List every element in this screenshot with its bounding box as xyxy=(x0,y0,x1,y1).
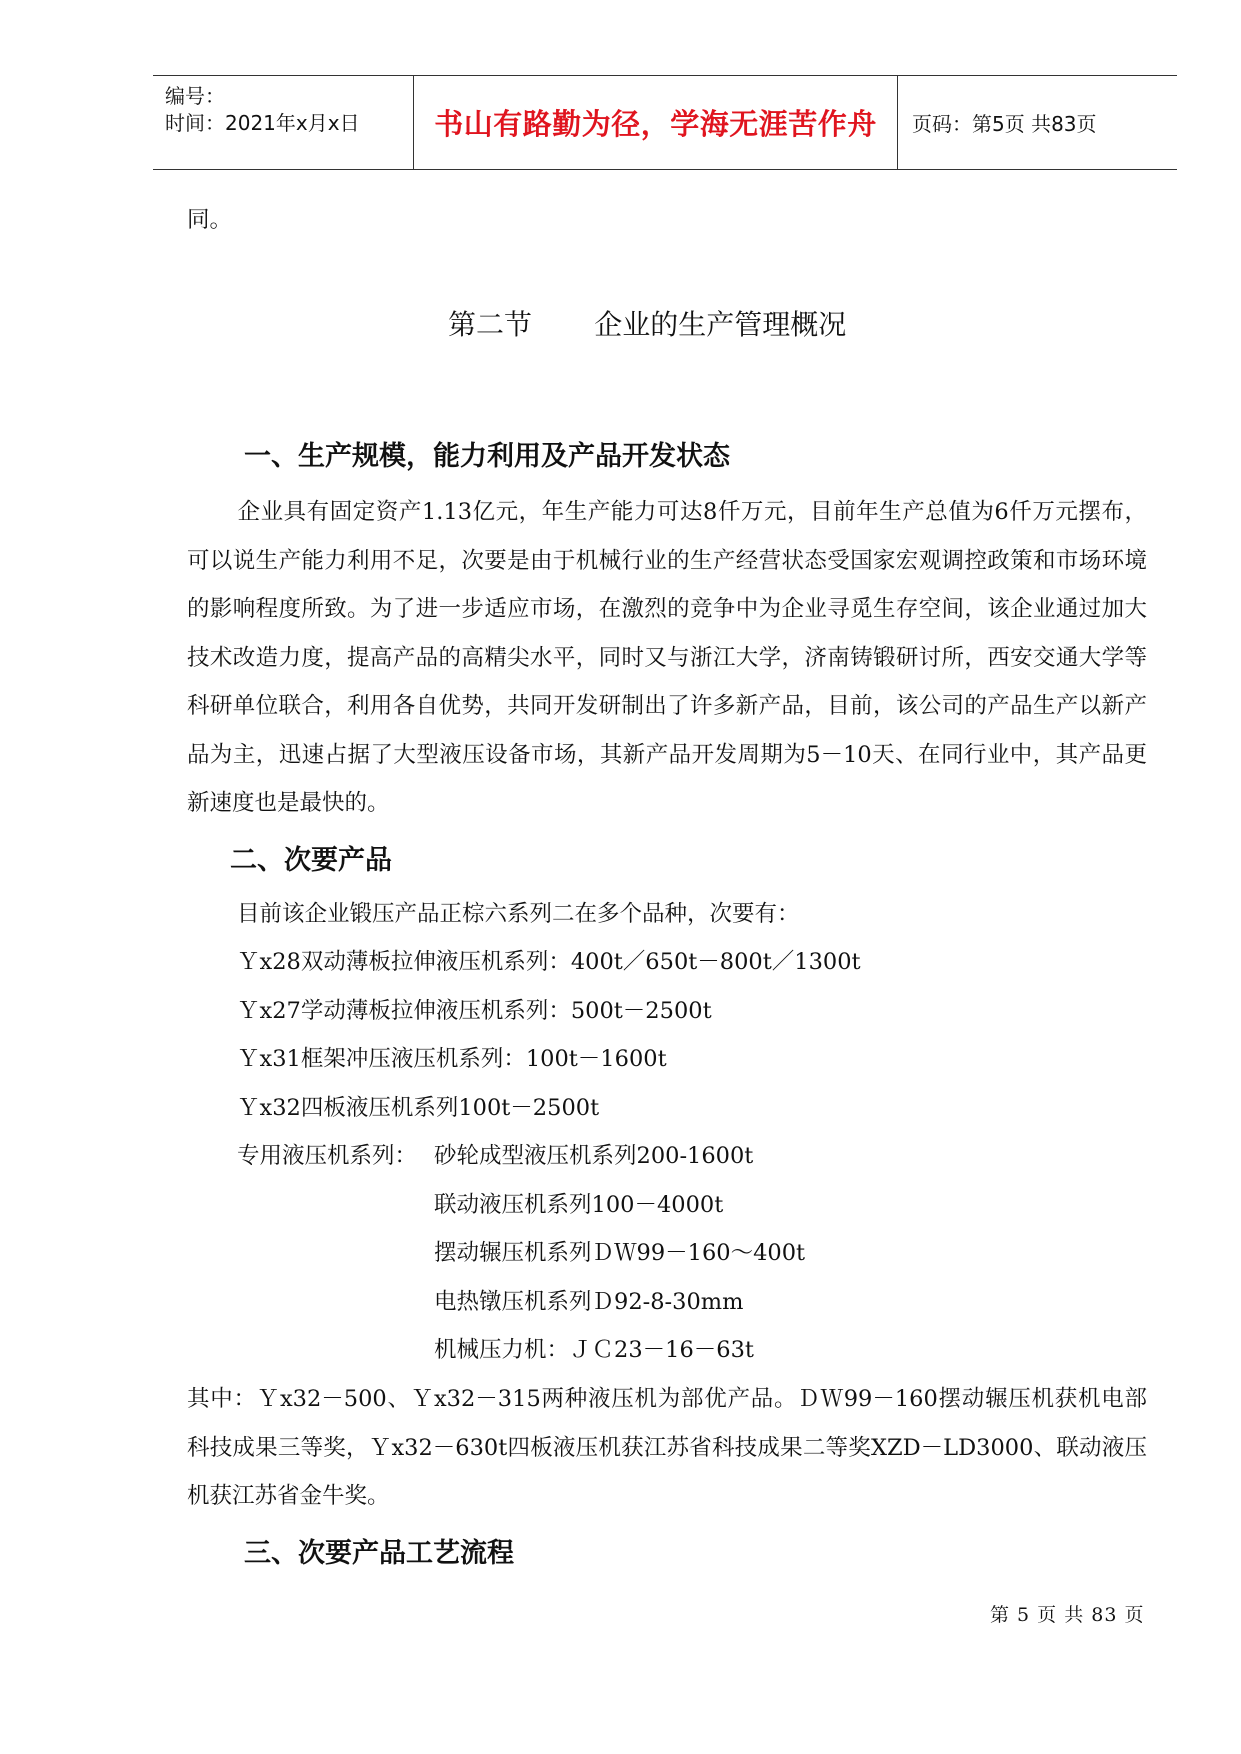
header-time: 时间：2021年x月x日 xyxy=(165,111,360,135)
carry-over-text: 同。 xyxy=(187,207,233,233)
paragraph-production-text: 企业具有固定资产1.13亿元，年生产能力可达8仟万元，目前年生产总值为6仟万元摆布，可以说生产能力利用不足，次要是由于机械行业的生产经营状态受国家宏观调控政策和市场环境的影响程度所致。为了进一步适应市场，在激烈的竞争中为企业寻觅生存空间，该企业通过加大技术改造力度，提高产品的高精尖水平，同时又与浙江大学，济南铸锻研讨所，西安交通大学等科研单位联合，利用各自优势，共同开发研制出了许多新产品，目前，该公司的产品生产以新产品为主，迅速占据了大型液压设备市场，其新产品开发周期为5－10天、在同行业中，其产品更新速度也是最快的。 xyxy=(187,499,1147,816)
product-item: Ｙx31框架冲压液压机系列：100t－1600t xyxy=(237,1046,667,1072)
product-item: Ｙx27学动薄板拉伸液压机系列：500t－2500t xyxy=(237,998,712,1024)
header-slogan: 书山有路勤为径，学海无涯苦作舟 xyxy=(434,107,877,141)
special-series-label: 专用液压机系列： xyxy=(237,1143,418,1169)
header-page-info: 页码：第5页 共83页 xyxy=(912,112,1097,136)
header-slogan-cell xyxy=(414,76,898,169)
header-number: 编号： xyxy=(165,84,225,108)
heading-production-scale: 一、生产规模，能力利用及产品开发状态 xyxy=(244,441,730,472)
page-footer: 第 5 页 共 83 页 xyxy=(990,1604,1145,1626)
special-item: 联动液压机系列100－4000t xyxy=(434,1192,724,1218)
heading-process-flow: 三、次要产品工艺流程 xyxy=(244,1538,514,1569)
products-intro: 目前该企业锻压产品正棕六系列二在多个品种，次要有： xyxy=(237,901,800,927)
special-item: 机械压力机：ＪＣ23－16－63t xyxy=(434,1337,754,1363)
page-header xyxy=(153,75,1177,170)
special-item: 砂轮成型液压机系列200-1600t xyxy=(434,1143,754,1169)
header-meta xyxy=(153,76,414,169)
heading-main-products: 二、次要产品 xyxy=(230,845,392,876)
product-item: Ｙx32四板液压机系列100t－2500t xyxy=(237,1095,600,1121)
special-item: 电热镦压机系列Ｄ92-8-30mm xyxy=(434,1289,744,1315)
section-title: 第二节 企业的生产管理概况 xyxy=(448,308,847,341)
paragraph-awards: 其中：Ｙx32－500、Ｙx32－315两种液压机为部优产品。ＤＷ99－160摆动辗压机获机电部科技成果三等奖，Ｙx32－630t四板液压机获江苏省科技成果二等奖XZD－LD3000、联动液压机获江苏省金牛奖。 xyxy=(187,1386,1147,1509)
special-item: 摆动辗压机系列ＤＷ99－160～400t xyxy=(434,1240,806,1266)
product-item: Ｙx28双动薄板拉伸液压机系列：400t／650t－800t／1300t xyxy=(237,949,861,975)
paragraph-production xyxy=(187,488,1147,828)
